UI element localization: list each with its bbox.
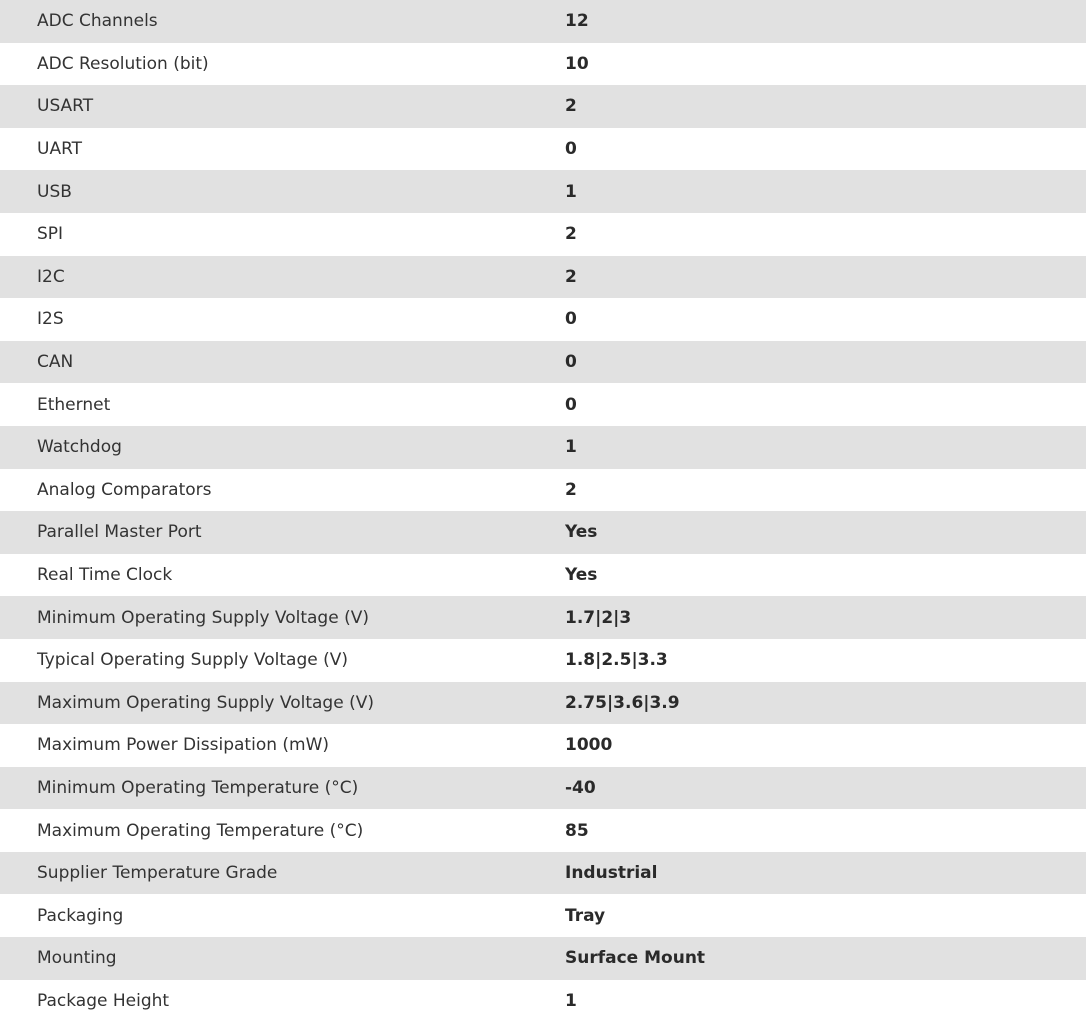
spec-label: Maximum Operating Temperature (°C)	[37, 820, 364, 841]
spec-row	[0, 639, 1086, 682]
spec-row	[0, 85, 1086, 128]
spec-row	[0, 724, 1086, 767]
spec-row	[0, 980, 1086, 1022]
spec-row	[0, 213, 1086, 256]
spec-label: Minimum Operating Supply Voltage (V)	[37, 607, 369, 628]
spec-row	[0, 469, 1086, 512]
spec-row	[0, 298, 1086, 341]
spec-row	[0, 383, 1086, 426]
spec-row	[0, 682, 1086, 725]
spec-label: Supplier Temperature Grade	[37, 863, 278, 884]
spec-value: 1000	[565, 735, 613, 756]
spec-label: I2C	[37, 266, 65, 287]
spec-value: 2.75|3.6|3.9	[565, 692, 680, 713]
spec-label: I2S	[37, 309, 64, 330]
spec-value: 0	[565, 352, 577, 373]
spec-label: USART	[37, 96, 94, 117]
spec-label: ADC Resolution (bit)	[37, 53, 209, 74]
spec-value: 2	[565, 96, 577, 117]
spec-row	[0, 426, 1086, 469]
spec-value: Yes	[565, 565, 598, 586]
spec-value: 0	[565, 309, 577, 330]
spec-value: Surface Mount	[565, 948, 706, 969]
spec-value: Yes	[565, 522, 598, 543]
spec-value: Tray	[565, 905, 606, 926]
spec-label: UART	[37, 139, 83, 160]
spec-value: 1	[565, 437, 577, 458]
spec-row	[0, 554, 1086, 597]
spec-label: Mounting	[37, 948, 117, 969]
spec-label: SPI	[37, 224, 64, 245]
spec-row	[0, 937, 1086, 980]
spec-label: Typical Operating Supply Voltage (V)	[37, 650, 348, 671]
spec-label: ADC Channels	[37, 11, 158, 32]
spec-value: 2	[565, 479, 577, 500]
spec-label: Minimum Operating Temperature (°C)	[37, 777, 359, 798]
spec-label: Analog Comparators	[37, 479, 212, 500]
spec-value: 2	[565, 224, 577, 245]
spec-value: 1	[565, 990, 577, 1011]
spec-row	[0, 128, 1086, 171]
spec-label: CAN	[37, 352, 74, 373]
spec-row	[0, 341, 1086, 384]
spec-value: 1	[565, 181, 577, 202]
spec-label: Watchdog	[37, 437, 122, 458]
spec-label: Real Time Clock	[37, 565, 173, 586]
spec-value: 0	[565, 394, 577, 415]
spec-value: 85	[565, 820, 589, 841]
spec-row	[0, 809, 1086, 852]
spec-row	[0, 170, 1086, 213]
spec-label: USB	[37, 181, 72, 202]
spec-label: Parallel Master Port	[37, 522, 202, 543]
spec-value: 1.8|2.5|3.3	[565, 650, 668, 671]
spec-row	[0, 767, 1086, 810]
spec-value: Industrial	[565, 863, 658, 884]
spec-row	[0, 852, 1086, 895]
spec-label: Package Height	[37, 990, 170, 1011]
spec-row	[0, 596, 1086, 639]
spec-label: Packaging	[37, 905, 124, 926]
spec-row	[0, 43, 1086, 86]
spec-label: Maximum Operating Supply Voltage (V)	[37, 692, 374, 713]
spec-row	[0, 894, 1086, 937]
spec-row	[0, 511, 1086, 554]
spec-row	[0, 0, 1086, 43]
spec-value: 12	[565, 11, 589, 32]
spec-label: Ethernet	[37, 394, 111, 415]
spec-value: 2	[565, 266, 577, 287]
spec-value: 0	[565, 139, 577, 160]
spec-value: 1.7|2|3	[565, 607, 632, 628]
spec-value: 10	[565, 53, 589, 74]
spec-row	[0, 256, 1086, 299]
spec-value: -40	[565, 777, 596, 798]
spec-label: Maximum Power Dissipation (mW)	[37, 735, 330, 756]
